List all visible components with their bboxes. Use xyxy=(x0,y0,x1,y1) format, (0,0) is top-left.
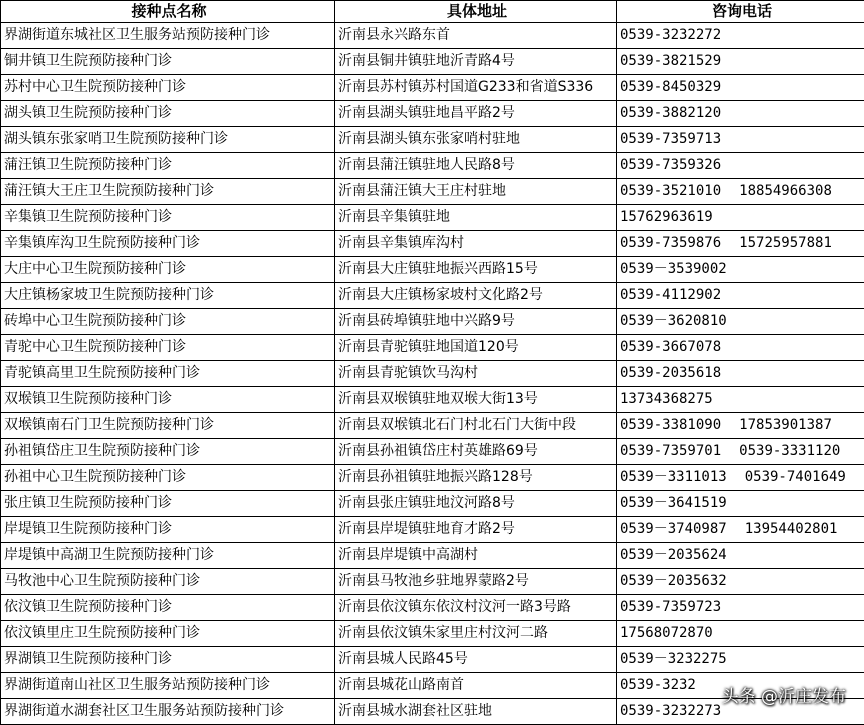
site-address-cell: 沂南县马牧池乡驻地界蒙路2号 xyxy=(335,569,617,595)
site-name-cell: 铜井镇卫生院预防接种门诊 xyxy=(1,49,335,75)
phone-primary: 0539－3641519 xyxy=(620,495,727,511)
phone-secondary: 18854966308 xyxy=(739,183,832,199)
site-address-cell: 沂南县城水湖套社区驻地 xyxy=(335,699,617,725)
site-address-cell: 沂南县湖头镇驻地昌平路2号 xyxy=(335,101,617,127)
header-row xyxy=(1,1,864,23)
phone-primary: 0539-8450329 xyxy=(620,79,722,95)
site-address-cell: 沂南县青驼镇驻地国道120号 xyxy=(335,335,617,361)
site-address-cell: 沂南县孙祖镇岱庄村英雄路69号 xyxy=(335,439,617,465)
site-name-cell: 蒲汪镇卫生院预防接种门诊 xyxy=(1,153,335,179)
phone-primary: 0539-7359701 xyxy=(620,443,722,459)
site-name-cell: 苏村中心卫生院预防接种门诊 xyxy=(1,75,335,101)
table-row xyxy=(1,465,864,491)
site-phone-cell xyxy=(617,75,864,101)
phone-secondary: 0539-3331120 xyxy=(739,443,841,459)
site-address-cell: 沂南县砖埠镇驻地中兴路9号 xyxy=(335,309,617,335)
site-address-cell: 沂南县城人民路45号 xyxy=(335,647,617,673)
table-row xyxy=(1,23,864,49)
site-name-cell: 辛集镇卫生院预防接种门诊 xyxy=(1,205,335,231)
site-name-cell: 大庄中心卫生院预防接种门诊 xyxy=(1,257,335,283)
phone-secondary: 17853901387 xyxy=(739,417,832,433)
site-name-cell: 张庄镇卫生院预防接种门诊 xyxy=(1,491,335,517)
site-name-cell: 青驼中心卫生院预防接种门诊 xyxy=(1,335,335,361)
table-row xyxy=(1,127,864,153)
site-address-cell: 沂南县城花山路南首 xyxy=(335,673,617,699)
table-row xyxy=(1,647,864,673)
site-address-cell: 沂南县张庄镇驻地汶河路8号 xyxy=(335,491,617,517)
table-row xyxy=(1,231,864,257)
table-body xyxy=(1,23,864,725)
site-name-cell: 湖头镇卫生院预防接种门诊 xyxy=(1,101,335,127)
site-address-cell: 沂南县依汶镇东依汶村汶河一路3号路 xyxy=(335,595,617,621)
site-name-cell: 界湖街道东城社区卫生服务站预防接种门诊 xyxy=(1,23,335,49)
phone-primary: 0539-3667078 xyxy=(620,339,722,355)
phone-primary: 0539-3882120 xyxy=(620,105,722,121)
header-phone: 咨询电话 xyxy=(617,1,864,23)
site-phone-cell xyxy=(617,465,864,491)
phone-primary: 0539－3740987 xyxy=(620,521,727,537)
site-address-cell: 沂南县大庄镇杨家坡村文化路2号 xyxy=(335,283,617,309)
site-address-cell: 沂南县双堠镇驻地双堠大街13号 xyxy=(335,387,617,413)
phone-primary: 0539-3232273 xyxy=(620,703,722,719)
site-phone-cell xyxy=(617,309,864,335)
phone-primary: 0539-3381090 xyxy=(620,417,722,433)
table-row xyxy=(1,517,864,543)
watermark: 头条 @沂庄发布 xyxy=(721,687,846,707)
site-name-cell: 界湖街道水湖套社区卫生服务站预防接种门诊 xyxy=(1,699,335,725)
site-name-cell: 岸堤镇中高湖卫生院预防接种门诊 xyxy=(1,543,335,569)
phone-primary: 0539-2035618 xyxy=(620,365,722,381)
phone-secondary: 15725957881 xyxy=(739,235,832,251)
site-address-cell: 沂南县双堠镇北石门村北石门大街中段 xyxy=(335,413,617,439)
site-address-cell: 沂南县青驼镇饮马沟村 xyxy=(335,361,617,387)
site-name-cell: 依汶镇里庄卫生院预防接种门诊 xyxy=(1,621,335,647)
site-phone-cell xyxy=(617,595,864,621)
site-address-cell: 沂南县大庄镇驻地振兴西路15号 xyxy=(335,257,617,283)
site-phone-cell xyxy=(617,205,864,231)
site-address-cell: 沂南县蒲汪镇驻地人民路8号 xyxy=(335,153,617,179)
table-row xyxy=(1,49,864,75)
site-address-cell: 沂南县孙祖镇驻地振兴路128号 xyxy=(335,465,617,491)
site-phone-cell xyxy=(617,569,864,595)
table-row xyxy=(1,283,864,309)
table-row xyxy=(1,439,864,465)
table-row xyxy=(1,595,864,621)
site-phone-cell xyxy=(617,543,864,569)
site-phone-cell xyxy=(617,621,864,647)
site-name-cell: 界湖街道南山社区卫生服务站预防接种门诊 xyxy=(1,673,335,699)
phone-primary: 0539－3620810 xyxy=(620,313,727,329)
phone-primary: 0539-7359876 xyxy=(620,235,722,251)
phone-primary: 17568072870 xyxy=(620,625,713,641)
phone-primary: 0539-3821529 xyxy=(620,53,722,69)
site-name-cell: 孙祖镇岱庄卫生院预防接种门诊 xyxy=(1,439,335,465)
phone-primary: 0539－3311013 xyxy=(620,469,727,485)
table-row xyxy=(1,257,864,283)
phone-primary: 0539-3232272 xyxy=(620,27,722,43)
header-name: 接种点名称 xyxy=(1,1,335,23)
site-name-cell: 双堠镇南石门卫生院预防接种门诊 xyxy=(1,413,335,439)
phone-primary: 0539-7359713 xyxy=(620,131,722,147)
site-name-cell: 蒲汪镇大王庄卫生院预防接种门诊 xyxy=(1,179,335,205)
site-address-cell: 沂南县苏村镇苏村国道G233和省道S336 xyxy=(335,75,617,101)
table-row xyxy=(1,101,864,127)
site-name-cell: 大庄镇杨家坡卫生院预防接种门诊 xyxy=(1,283,335,309)
site-phone-cell xyxy=(617,413,864,439)
site-address-cell: 沂南县湖头镇东张家哨村驻地 xyxy=(335,127,617,153)
site-name-cell: 辛集镇库沟卫生院预防接种门诊 xyxy=(1,231,335,257)
phone-primary: 0539－3232275 xyxy=(620,651,727,667)
phone-primary: 0539-3232 xyxy=(620,677,696,693)
table-row xyxy=(1,335,864,361)
site-phone-cell xyxy=(617,647,864,673)
site-address-cell: 沂南县岸堤镇中高湖村 xyxy=(335,543,617,569)
table-row xyxy=(1,309,864,335)
site-name-cell: 岸堤镇卫生院预防接种门诊 xyxy=(1,517,335,543)
site-phone-cell xyxy=(617,153,864,179)
table-row xyxy=(1,153,864,179)
phone-primary: 0539-7359326 xyxy=(620,157,722,173)
phone-primary: 0539－2035624 xyxy=(620,547,727,563)
site-phone-cell xyxy=(617,23,864,49)
site-phone-cell xyxy=(617,283,864,309)
table-row xyxy=(1,361,864,387)
table-row xyxy=(1,491,864,517)
site-phone-cell xyxy=(617,49,864,75)
site-phone-cell xyxy=(617,127,864,153)
site-name-cell: 孙祖中心卫生院预防接种门诊 xyxy=(1,465,335,491)
site-name-cell: 双堠镇卫生院预防接种门诊 xyxy=(1,387,335,413)
table-row xyxy=(1,387,864,413)
site-name-cell: 马牧池中心卫生院预防接种门诊 xyxy=(1,569,335,595)
phone-primary: 0539-3521010 xyxy=(620,183,722,199)
site-phone-cell xyxy=(617,101,864,127)
site-name-cell: 砖埠中心卫生院预防接种门诊 xyxy=(1,309,335,335)
site-phone-cell xyxy=(617,387,864,413)
site-address-cell: 沂南县铜井镇驻地沂青路4号 xyxy=(335,49,617,75)
site-name-cell: 依汶镇卫生院预防接种门诊 xyxy=(1,595,335,621)
site-phone-cell xyxy=(617,361,864,387)
phone-primary: 0539-7359723 xyxy=(620,599,722,615)
site-phone-cell xyxy=(617,517,864,543)
table-row xyxy=(1,205,864,231)
site-phone-cell xyxy=(617,257,864,283)
site-phone-cell xyxy=(617,439,864,465)
site-address-cell: 沂南县永兴路东首 xyxy=(335,23,617,49)
site-name-cell: 青驼镇高里卫生院预防接种门诊 xyxy=(1,361,335,387)
site-phone-cell xyxy=(617,179,864,205)
phone-secondary: 0539-7401649 xyxy=(744,469,846,485)
table-row xyxy=(1,543,864,569)
site-phone-cell xyxy=(617,231,864,257)
phone-primary: 0539－3539002 xyxy=(620,261,727,277)
site-address-cell: 沂南县依汶镇朱家里庄村汶河二路 xyxy=(335,621,617,647)
header-address: 具体地址 xyxy=(335,1,617,23)
site-phone-cell xyxy=(617,335,864,361)
site-name-cell: 湖头镇东张家哨卫生院预防接种门诊 xyxy=(1,127,335,153)
table-row xyxy=(1,569,864,595)
table-row xyxy=(1,621,864,647)
site-address-cell: 沂南县辛集镇库沟村 xyxy=(335,231,617,257)
site-address-cell: 沂南县蒲汪镇大王庄村驻地 xyxy=(335,179,617,205)
phone-primary: 0539－2035632 xyxy=(620,573,727,589)
site-address-cell: 沂南县辛集镇驻地 xyxy=(335,205,617,231)
phone-secondary: 13954402801 xyxy=(744,521,838,537)
phone-primary: 0539-4112902 xyxy=(620,287,722,303)
phone-primary: 15762963619 xyxy=(620,209,713,225)
site-name-cell: 界湖镇卫生院预防接种门诊 xyxy=(1,647,335,673)
site-phone-cell xyxy=(617,491,864,517)
site-address-cell: 沂南县岸堤镇驻地育才路2号 xyxy=(335,517,617,543)
phone-primary: 13734368275 xyxy=(620,391,713,407)
table-row xyxy=(1,75,864,101)
table-row xyxy=(1,179,864,205)
table-row xyxy=(1,413,864,439)
